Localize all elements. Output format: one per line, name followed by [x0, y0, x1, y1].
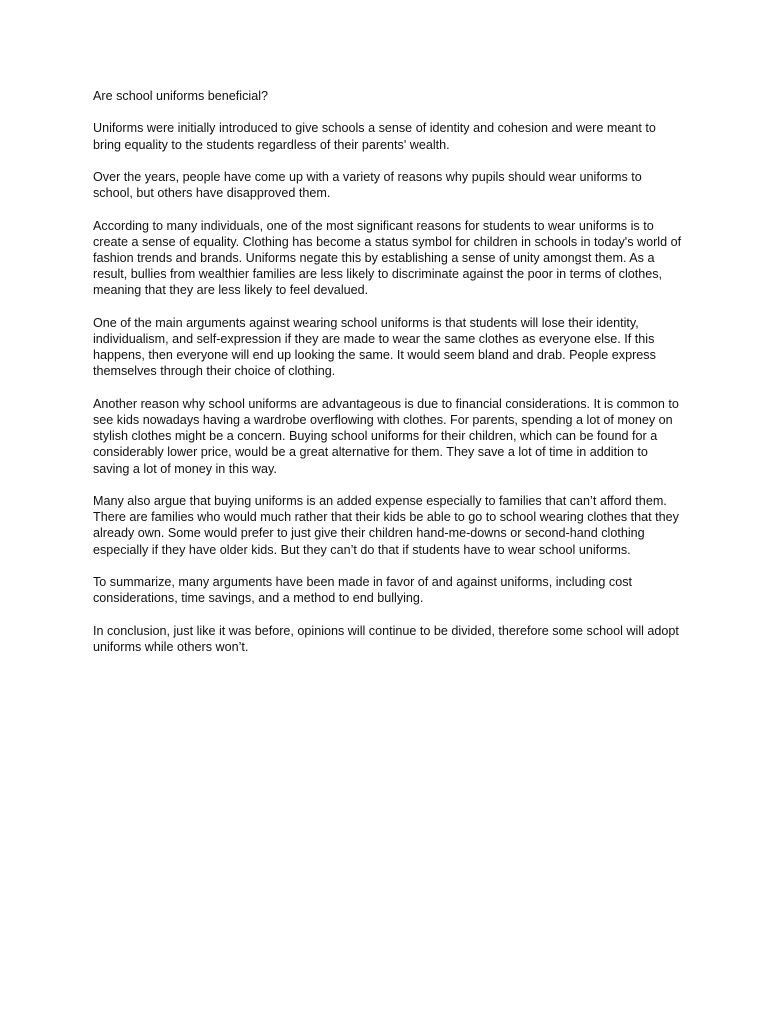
paragraph-financial: Another reason why school uniforms are advantageous is due to financial considerations. It is common to see kids nowadays having a wardrobe overflowing with clothes. For parents, spending a lot of money on stylish clothes might be a concern. Buying school uniforms for their children, which can be found for a considerably lower price, would be a great alternative for them. They save a lot of time in addition to saving a lot of money in this way.: [93, 396, 679, 476]
document-title: Are school uniforms beneficial?: [93, 89, 269, 103]
paragraph-conclusion: In conclusion, just like it was before, opinions will continue to be divided, therefore some school will adopt uniforms while others won’t.: [93, 623, 679, 654]
paragraph-background: Over the years, people have come up with a variety of reasons why pupils should wear uniforms to school, but others have disapproved them.: [93, 169, 642, 201]
paragraph-intro: Uniforms were initially introduced to give schools a sense of identity and cohesion and were meant to bring equality to the students regardless of their parents' wealth.: [93, 121, 656, 152]
paragraph-expense: Many also argue that buying uniforms is an added expense especially to families that can’t afford them. There are families who would much rather that their kids be able to go to school wearing clothes that they already own. Some would prefer to just give their children hand-me-downs or second-hand clothing especially if they have older kids. But they can’t do that if students have to wear school uniforms.: [93, 493, 679, 557]
paragraph-summary: To summarize, many arguments have been made in favor of and against uniforms, including cost considerations, time savings, and a method to end bullying.: [93, 574, 633, 606]
document-body: [93, 88, 683, 671]
paragraph-equality: According to many individuals, one of the most significant reasons for students to wear uniforms is to create a sense of equality. Clothing has become a status symbol for children in schools in today's world of fashion trends and brands. Uniforms negate this by establishing a sense of unity amongst them. As a result, bullies from wealthier families are less likely to discriminate against the poor in terms of clothes, meaning that they are less likely to feel devalued.: [93, 218, 682, 298]
paragraph-identity: One of the main arguments against wearing school uniforms is that students will lose their identity, individualism, and self-expression if they are made to wear the same clothes as everyone else. If this happens, then everyone will end up looking the same. It would seem bland and drab. People express themselves through their choice of clothing.: [93, 315, 656, 379]
